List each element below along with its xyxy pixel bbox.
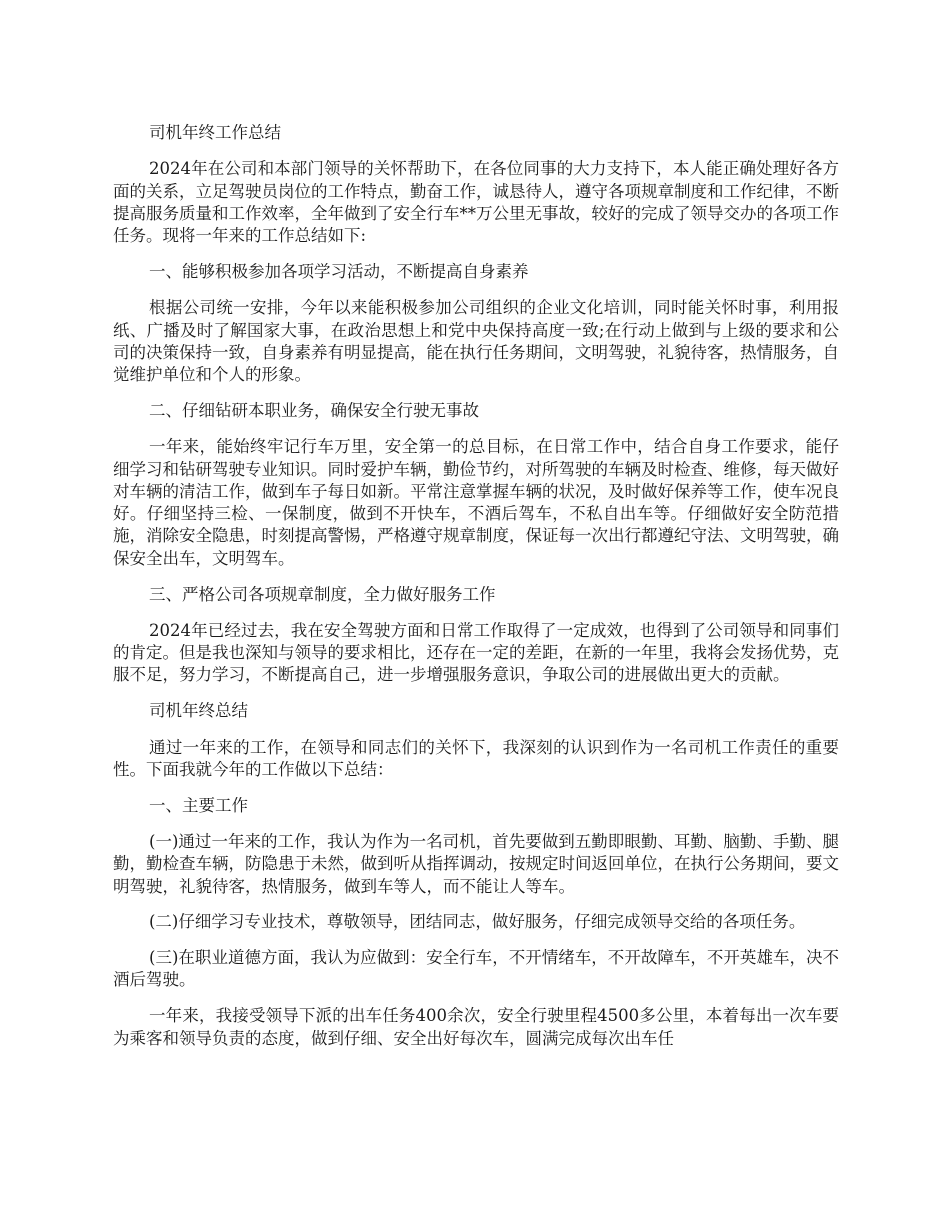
closing-paragraph: 一年来，我接受领导下派的出车任务400余次，安全行驶里程4500多公里，本着每出一次车要为乘客和领导负责的态度，做到仔细、安全出好每次车，圆满完成每次出车任 <box>113 1006 839 1048</box>
section-heading-1: 一、能够积极参加各项学习活动，不断提高自身素养 <box>149 261 529 281</box>
section-paragraph-2: 一年来，能始终牢记行车万里，安全第一的总目标，在日常工作中，结合自身工作要求，能仔细学习和钻研驾驶专业知识。同时爱护车辆，勤俭节约，对所驾驶的车辆及时检查、维修，每天做好对车辆的清洁工作，做到车子每日如新。平常注意掌握车辆的状况，及时做好保养等工作，使车况良好。仔细坚持三检、一保制度，做到不开快车，不酒后驾车，不私自出车等。仔细做好安全防范措施，消除安全隐患，时刻提高警惕，严格遵守规章制度，保证每一次出行都遵纪守法、文明驾驶，确保安全出车，文明驾车。 <box>113 437 839 568</box>
document-title: 司机年终工作总结 <box>149 123 281 142</box>
section-heading-2: 二、仔细钻研本职业务，确保安全行驶无事故 <box>149 400 479 420</box>
work-item-2: (二)仔细学习专业技术，尊敬领导，团结同志，做好服务，仔细完成领导交给的各项任务。 <box>149 912 806 932</box>
section-heading-3: 三、严格公司各项规章制度，全力做好服务工作 <box>149 584 496 604</box>
second-intro-paragraph: 通过一年来的工作，在领导和同志们的关怀下，我深刻的认识到作为一名司机工作责任的重要性。下面我就今年的工作做以下总结： <box>113 737 839 779</box>
main-work-heading: 一、主要工作 <box>149 795 248 815</box>
work-item-3: (三)在职业道德方面，我认为应做到：安全行车，不开情绪车，不开故障车，不开英雄车，决不酒后驾驶。 <box>113 948 839 990</box>
document-page <box>113 122 839 1063</box>
section-paragraph-1: 根据公司统一安排，今年以来能积极参加公司组织的企业文化培训，同时能关怀时事，利用报纸、广播及时了解国家大事，在政治思想上和党中央保持高度一致;在行动上做到与上级的要求和公司的决策保持一致，自身素养有明显提高，能在执行任务期间，文明驾驶，礼貌待客，热情服务，自觉维护单位和个人的形象。 <box>113 298 839 385</box>
work-item-1: (一)通过一年来的工作，我认为作为一名司机，首先要做到五勤即眼勤、耳勤、脑勤、手勤、腿勤，勤检查车辆，防隐患于未然，做到听从指挥调动，按规定时间返回单位，在执行公务期间，要文明驾驶，礼貌待客，热情服务，做到车等人，而不能让人等车。 <box>113 831 839 896</box>
section-paragraph-3: 2024年已经过去，我在安全驾驶方面和日常工作取得了一定成效，也得到了公司领导和同事们的肯定。但是我也深知与领导的要求相比，还存在一定的差距，在新的一年里，我将会发扬优势，克服不足，努力学习，不断提高自己，进一步增强服务意识，争取公司的进展做出更大的贡献。 <box>113 620 839 685</box>
intro-paragraph: 2024年在公司和本部门领导的关怀帮助下，在各位同事的大力支持下，本人能正确处理好各方面的关系，立足驾驶员岗位的工作特点，勤奋工作，诚恳待人，遵守各项规章制度和工作纪律，不断提高服务质量和工作效率，全年做到了安全行车**万公里无事故，较好的完成了领导交办的各项工作任务。现将一年来的工作总结如下: <box>113 159 839 246</box>
second-document-title: 司机年终总结 <box>149 701 248 721</box>
